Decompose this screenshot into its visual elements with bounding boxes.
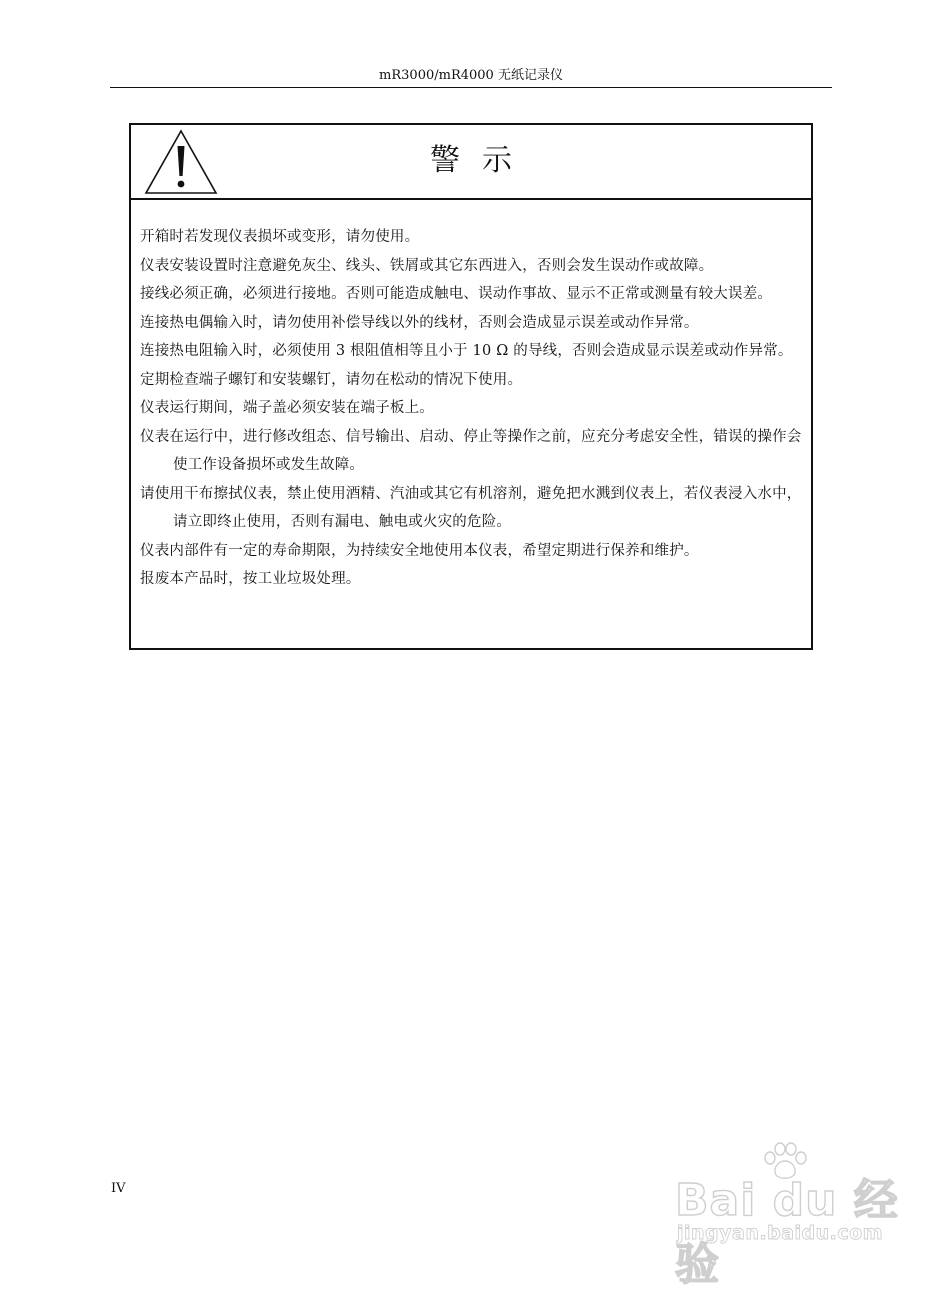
watermark-url: jingyan.baidu.com xyxy=(677,1222,883,1244)
warning-item: 仪表安装设置时注意避免灰尘、线头、铁屑或其它东西进入，否则会发生误动作或故障。 xyxy=(140,257,714,274)
warning-item: 仪表在运行中，进行修改组态、信号输出、启动、停止等操作之前，应充分考虑安全性，错误的操作会使工作设备损坏或发生故障。 xyxy=(140,428,802,473)
warning-list xyxy=(131,200,811,594)
warning-item: 连接热电偶输入时，请勿使用补偿导线以外的线材，否则会造成显示误差或动作异常。 xyxy=(140,314,699,331)
warning-item: 接线必须正确，必须进行接地。否则可能造成触电、误动作事故、显示不正常或测量有较大误差。 xyxy=(140,286,773,302)
warning-header xyxy=(131,125,811,200)
warning-item: 开箱时若发现仪表损坏或变形，请勿使用。 xyxy=(140,229,420,245)
warning-item: 仪表内部件有一定的寿命期限，为持续安全地使用本仪表，希望定期进行保养和维护。 xyxy=(140,542,699,559)
warning-box xyxy=(129,123,813,650)
baidu-watermark xyxy=(675,1142,915,1290)
header-rule xyxy=(110,87,832,88)
warning-item: 定期检查端子螺钉和安装螺钉，请勿在松动的情况下使用。 xyxy=(140,371,523,388)
warning-item: 连接热电阻输入时，必须使用 3 根阻值相等且小于 10 Ω 的导线，否则会造成显示误差或动作异常。 xyxy=(140,343,793,359)
warning-title: 警示 xyxy=(430,143,534,178)
warning-item: 仪表运行期间，端子盖必须安装在端子板上。 xyxy=(140,400,434,416)
page-header-title: mR3000/mR4000 无纸记录仪 xyxy=(379,68,563,83)
watermark-brand: Bai du 经验 xyxy=(675,1175,899,1290)
warning-item: 报废本产品时，按工业垃圾处理。 xyxy=(140,571,361,587)
page-number: IV xyxy=(111,1181,126,1196)
warning-item: 请使用干布擦拭仪表，禁止使用酒精、汽油或其它有机溶剂，避免把水溅到仪表上，若仪表浸入水中，请立即终止使用，否则有漏电、触电或火灾的危险。 xyxy=(140,485,802,530)
